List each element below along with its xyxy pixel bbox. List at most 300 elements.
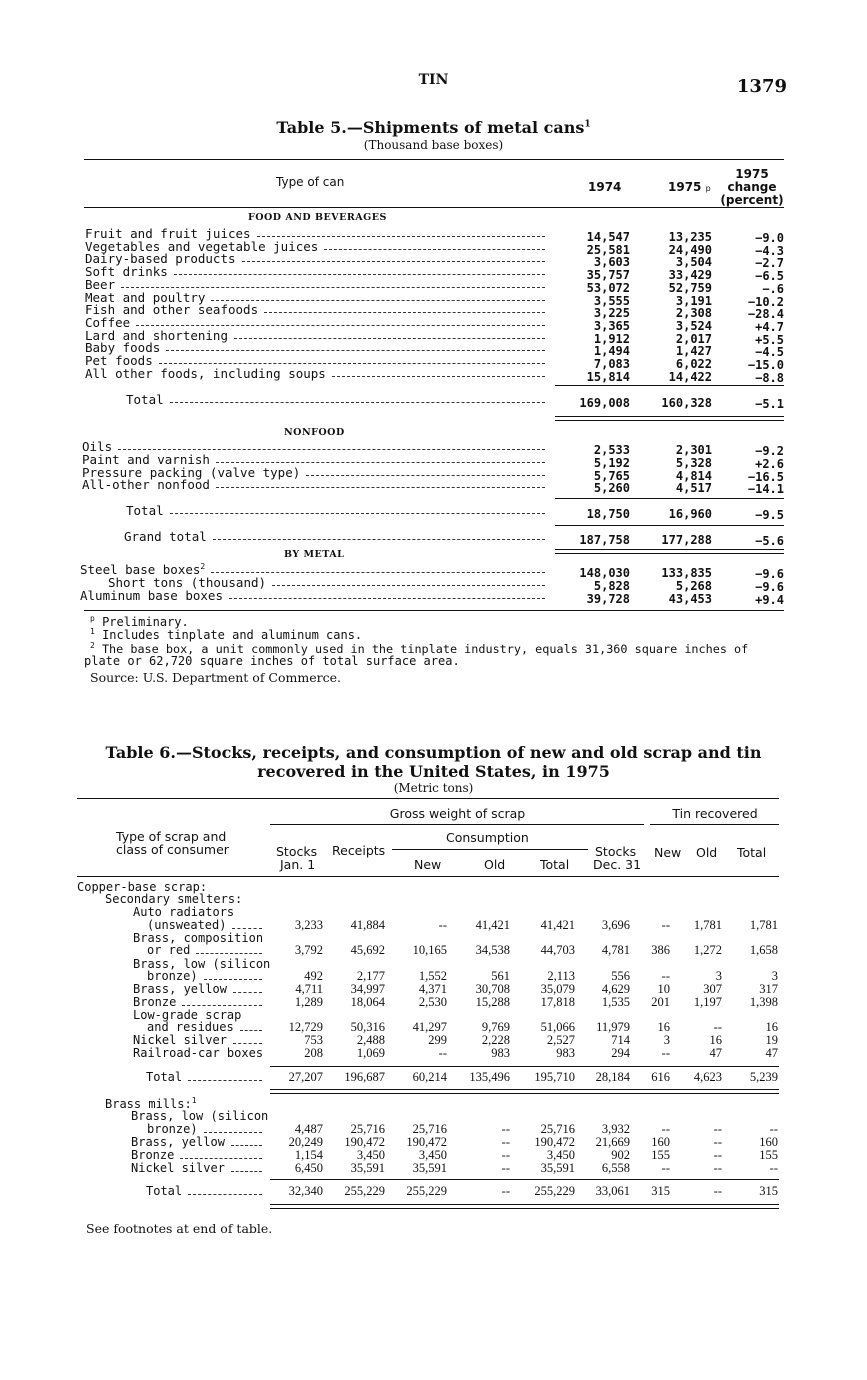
header-gross-weight: Gross weight of scrap bbox=[389, 806, 526, 821]
cell-2: 60,214 bbox=[412, 1070, 447, 1084]
cell-6: 3 bbox=[663, 1033, 670, 1047]
row-label: bronze) bbox=[147, 969, 198, 983]
cell-8: 1,398 bbox=[749, 995, 778, 1009]
row-label: Paint and varnish bbox=[82, 451, 210, 467]
cell-1: 50,316 bbox=[350, 1020, 385, 1034]
value-1975: 3,191 bbox=[675, 293, 712, 308]
cell-2: 299 bbox=[428, 1033, 447, 1047]
row-label-line1: Brass, low (silicon bbox=[133, 957, 271, 971]
cell-5: 6,558 bbox=[601, 1161, 630, 1175]
cell-8: 160 bbox=[759, 1135, 778, 1149]
cell-7: 16 bbox=[709, 1033, 722, 1047]
row-label: Brass, yellow bbox=[133, 982, 227, 996]
table6-footer-note: See footnotes at end of table. bbox=[86, 1221, 273, 1236]
nonfood-subtotal-rule bbox=[555, 498, 784, 499]
value-1974: 2,533 bbox=[593, 443, 630, 457]
cell-8: 1,781 bbox=[749, 918, 778, 932]
leader-dots bbox=[204, 1132, 262, 1133]
row-label: Bronze bbox=[131, 1148, 175, 1162]
value-1975: 13,235 bbox=[668, 230, 712, 244]
running-head: TIN bbox=[418, 72, 449, 88]
row-label: Nickel silver bbox=[133, 1033, 227, 1047]
row-label: bronze) bbox=[147, 1122, 198, 1136]
value-1974: 1,494 bbox=[593, 344, 630, 359]
cell-8: 1,658 bbox=[749, 943, 778, 957]
value-change: −15.0 bbox=[747, 358, 784, 372]
value-1974: 5,765 bbox=[593, 468, 630, 483]
cell-1: 18,064 bbox=[350, 995, 385, 1009]
cell-6: 386 bbox=[651, 943, 670, 957]
section-by-metal: BY METAL bbox=[284, 549, 345, 560]
header-old: Old bbox=[484, 857, 506, 872]
value-1974: 7,083 bbox=[593, 357, 630, 371]
food-subtotal-rule bbox=[555, 385, 784, 386]
table6-title-line1: Table 6.—Stocks, receipts, and consumption of new and old scrap and tin bbox=[105, 743, 762, 762]
cell-4: 3,450 bbox=[546, 1148, 575, 1162]
cell-7: 307 bbox=[703, 982, 722, 996]
cell-3: 561 bbox=[491, 969, 510, 983]
value-1974: 18,750 bbox=[586, 507, 630, 521]
row-label: All other foods, including soups bbox=[85, 365, 326, 381]
value-1974: 5,260 bbox=[593, 481, 630, 496]
leader-dots bbox=[306, 475, 545, 476]
cell-6: -- bbox=[661, 969, 670, 983]
value-change: +9.4 bbox=[755, 593, 784, 607]
value-1975: 3,504 bbox=[675, 255, 712, 270]
section-nonfood: NONFOOD bbox=[284, 427, 345, 438]
header-tin-old: Old bbox=[696, 845, 718, 860]
row-label-line1: Low-grade scrap bbox=[133, 1008, 242, 1022]
group-copper-base: Copper-base scrap: bbox=[77, 880, 208, 894]
leader-dots bbox=[211, 300, 545, 301]
row-label: Grand total bbox=[124, 529, 207, 544]
leader-dots bbox=[216, 462, 545, 463]
table5-header-1975: 1975 p bbox=[668, 180, 711, 194]
cell-8: 317 bbox=[759, 982, 778, 996]
header-stocks-jan-date: Jan. 1 bbox=[280, 857, 316, 872]
cell-3: -- bbox=[501, 1161, 510, 1175]
cell-7: 3 bbox=[715, 969, 722, 983]
value-change: −8.8 bbox=[755, 370, 784, 385]
leader-dots bbox=[232, 928, 262, 929]
value-1975: 1,427 bbox=[675, 344, 712, 359]
value-1975: 160,328 bbox=[661, 396, 712, 410]
cell-0: 20,249 bbox=[288, 1135, 323, 1149]
value-1975: 4,517 bbox=[675, 481, 712, 496]
cell-3: -- bbox=[501, 1122, 510, 1136]
cell-5: 33,061 bbox=[595, 1184, 630, 1198]
cell-6: 160 bbox=[651, 1135, 670, 1149]
cell-5: 1,535 bbox=[601, 995, 630, 1009]
leader-dots bbox=[118, 449, 545, 450]
table6-header-rule bbox=[77, 876, 779, 877]
cell-6: -- bbox=[661, 918, 670, 932]
cell-4: 17,818 bbox=[540, 995, 575, 1009]
smelters-total-rule bbox=[270, 1089, 779, 1094]
leader-dots bbox=[166, 350, 545, 351]
header-type-line2: class of consumer bbox=[116, 842, 229, 857]
cell-2: 190,472 bbox=[406, 1135, 447, 1149]
cell-3: -- bbox=[501, 1135, 510, 1149]
cell-6: 616 bbox=[651, 1070, 670, 1084]
cell-8: 16 bbox=[765, 1020, 778, 1034]
nonfood-total-rule bbox=[555, 525, 784, 526]
value-change: +5.5 bbox=[755, 332, 784, 347]
value-1974: 25,581 bbox=[586, 242, 630, 257]
cell-5: 714 bbox=[611, 1033, 630, 1047]
cell-3: 9,769 bbox=[481, 1020, 510, 1034]
cell-3: -- bbox=[501, 1184, 510, 1198]
cell-8: -- bbox=[769, 1122, 778, 1136]
value-1974: 14,547 bbox=[586, 230, 630, 244]
cell-1: 196,687 bbox=[344, 1070, 385, 1084]
table5-bottom-rule bbox=[84, 610, 784, 611]
cell-6: -- bbox=[661, 1122, 670, 1136]
cell-2: 10,165 bbox=[412, 943, 447, 957]
cell-2: 255,229 bbox=[406, 1184, 447, 1198]
table5-header-1974: 1974 bbox=[588, 180, 622, 194]
mills-subtotal-rule bbox=[270, 1179, 779, 1180]
footnote-2-cont: plate or 62,720 square inches of total surface area. bbox=[84, 654, 460, 668]
cell-7: -- bbox=[713, 1135, 722, 1149]
cell-4: 35,079 bbox=[540, 982, 575, 996]
header-stocks-dec: Stocks bbox=[595, 844, 637, 859]
cell-0: 4,487 bbox=[294, 1122, 323, 1136]
cell-3: 41,421 bbox=[475, 918, 510, 932]
cell-0: 12,729 bbox=[288, 1020, 323, 1034]
value-1974: 3,225 bbox=[593, 306, 630, 321]
cell-2: 2,530 bbox=[418, 995, 447, 1009]
cell-7: 47 bbox=[709, 1046, 722, 1060]
table5-header-type: Type of can bbox=[276, 175, 345, 189]
cell-1: 255,229 bbox=[344, 1184, 385, 1198]
value-change: −9.6 bbox=[755, 580, 784, 594]
footnote-1: $^1$ Includes tinplate and aluminum cans. bbox=[90, 627, 363, 642]
value-1975: 2,301 bbox=[675, 443, 712, 457]
leader-dots bbox=[204, 979, 262, 980]
value-1975: 133,835 bbox=[661, 566, 712, 580]
cell-5: 21,669 bbox=[595, 1135, 630, 1149]
value-1975: 43,453 bbox=[668, 592, 712, 606]
value-1975: 6,022 bbox=[675, 357, 712, 371]
cell-0: 4,711 bbox=[295, 982, 323, 996]
cell-4: 25,716 bbox=[540, 1122, 575, 1136]
row-label: and residues bbox=[147, 1020, 234, 1034]
cell-2: -- bbox=[438, 918, 447, 932]
value-change: −28.4 bbox=[747, 307, 784, 322]
row-label-line1: Brass, composition bbox=[133, 931, 264, 945]
row-label: Baby foods bbox=[85, 340, 161, 356]
value-change: −6.5 bbox=[755, 269, 784, 284]
value-change: −4.3 bbox=[755, 243, 784, 258]
leader-dots bbox=[188, 1080, 262, 1081]
cell-1: 190,472 bbox=[344, 1135, 385, 1149]
row-label: or red bbox=[147, 943, 191, 957]
value-change: −2.7 bbox=[755, 256, 784, 271]
leader-dots bbox=[272, 585, 545, 586]
cell-3: 2,228 bbox=[481, 1033, 510, 1047]
value-1975: 2,017 bbox=[675, 331, 712, 346]
value-1974: 53,072 bbox=[586, 280, 630, 295]
value-1974: 39,728 bbox=[586, 592, 630, 606]
value-1974: 148,030 bbox=[579, 566, 630, 580]
value-1975: 4,814 bbox=[675, 468, 712, 483]
cell-7: -- bbox=[713, 1161, 722, 1175]
value-1974: 35,757 bbox=[586, 268, 630, 283]
cell-2: 41,297 bbox=[412, 1020, 447, 1034]
leader-dots bbox=[231, 1145, 262, 1146]
row-label: Pet foods bbox=[85, 353, 153, 368]
cell-4: 195,710 bbox=[534, 1070, 575, 1084]
leader-dots bbox=[332, 376, 545, 377]
value-1975: 2,308 bbox=[675, 306, 712, 321]
cell-5: 4,781 bbox=[601, 943, 630, 957]
cell-5: 556 bbox=[611, 969, 630, 983]
tin-rule bbox=[650, 824, 779, 825]
table5-source: Source: U.S. Department of Commerce. bbox=[90, 670, 341, 685]
row-label: Nickel silver bbox=[131, 1161, 225, 1175]
value-change: −9.2 bbox=[755, 444, 784, 458]
header-new: New bbox=[414, 857, 442, 872]
leader-dots bbox=[264, 312, 545, 313]
cell-7: 4,623 bbox=[693, 1070, 722, 1084]
cell-2: 3,450 bbox=[418, 1148, 447, 1162]
cell-8: 19 bbox=[765, 1033, 778, 1047]
cell-3: 30,708 bbox=[475, 982, 510, 996]
value-change: −5.1 bbox=[755, 397, 784, 411]
table6-top-rule bbox=[77, 798, 779, 799]
value-change: −10.2 bbox=[747, 294, 784, 309]
header-type-line1: Type of scrap and bbox=[116, 829, 227, 844]
cell-3: 135,496 bbox=[469, 1070, 510, 1084]
consumption-rule bbox=[392, 849, 588, 850]
value-1974: 3,555 bbox=[593, 293, 630, 308]
table5-title: Table 5.—Shipments of metal cans$^1$ bbox=[276, 118, 591, 137]
cell-6: -- bbox=[661, 1161, 670, 1175]
row-label: Coffee bbox=[85, 314, 131, 330]
row-label: (unsweated) bbox=[147, 918, 227, 932]
cell-7: -- bbox=[713, 1122, 722, 1136]
cell-0: 32,340 bbox=[288, 1184, 323, 1198]
cell-1: 25,716 bbox=[350, 1122, 385, 1136]
leader-dots bbox=[136, 325, 545, 326]
gross-rule bbox=[270, 824, 644, 825]
cell-1: 1,069 bbox=[356, 1046, 385, 1060]
value-change: +4.7 bbox=[755, 319, 784, 334]
cell-0: 1,154 bbox=[294, 1148, 323, 1162]
cell-6: 16 bbox=[657, 1020, 670, 1034]
header-stocks-dec-date: Dec. 31 bbox=[593, 857, 642, 872]
header-tin-new: New bbox=[654, 845, 682, 860]
value-1974: 3,365 bbox=[593, 318, 630, 333]
row-label: Lard and shortening bbox=[85, 327, 228, 343]
cell-4: 255,229 bbox=[534, 1184, 575, 1198]
cell-8: 155 bbox=[759, 1148, 778, 1162]
cell-7: -- bbox=[713, 1020, 722, 1034]
cell-8: 3 bbox=[771, 969, 778, 983]
table5-subtitle: (Thousand base boxes) bbox=[363, 138, 504, 152]
header-consumption: Consumption bbox=[446, 830, 529, 845]
cell-8: 5,239 bbox=[749, 1070, 778, 1084]
cell-5: 3,696 bbox=[601, 918, 630, 932]
mills-total-rule bbox=[270, 1204, 779, 1209]
cell-5: 3,932 bbox=[601, 1122, 630, 1136]
cell-6: 315 bbox=[651, 1184, 670, 1198]
value-1975: 14,422 bbox=[668, 369, 712, 384]
leader-dots bbox=[216, 487, 545, 488]
leader-dots bbox=[257, 236, 545, 237]
value-1975: 33,429 bbox=[668, 268, 712, 283]
cell-4: 35,591 bbox=[540, 1161, 575, 1175]
cell-1: 2,488 bbox=[356, 1033, 385, 1047]
cell-5: 4,629 bbox=[601, 982, 630, 996]
cell-1: 34,997 bbox=[350, 982, 385, 996]
row-label: Steel base boxes$^2$ bbox=[80, 562, 206, 578]
cell-3: 34,538 bbox=[475, 943, 510, 957]
leader-dots bbox=[188, 1194, 262, 1195]
row-label: Vegetables and vegetable juices bbox=[85, 238, 319, 254]
cell-1: 2,177 bbox=[356, 969, 385, 983]
cell-7: 1,781 bbox=[693, 918, 722, 932]
leader-dots bbox=[182, 1005, 262, 1006]
value-1975: 3,524 bbox=[675, 318, 712, 333]
row-label: Total bbox=[126, 503, 164, 518]
row-label: Total bbox=[146, 1184, 183, 1198]
value-1974: 1,912 bbox=[593, 331, 630, 346]
row-label-line1: Brass, low (silicon bbox=[131, 1109, 269, 1123]
cell-7: -- bbox=[713, 1184, 722, 1198]
leader-dots bbox=[170, 513, 545, 514]
cell-4: 41,421 bbox=[540, 918, 575, 932]
cell-8: 47 bbox=[765, 1046, 778, 1060]
value-1974: 15,814 bbox=[586, 369, 630, 384]
row-label: All-other nonfood bbox=[82, 477, 210, 493]
cell-2: 35,591 bbox=[412, 1161, 447, 1175]
leader-dots bbox=[240, 1030, 262, 1031]
leader-dots bbox=[229, 598, 545, 599]
cell-1: 45,692 bbox=[350, 943, 385, 957]
cell-0: 3,233 bbox=[294, 918, 323, 932]
cell-7: 1,272 bbox=[693, 943, 722, 957]
leader-dots bbox=[213, 539, 545, 540]
header-receipts: Receipts bbox=[332, 843, 386, 858]
cell-3: 983 bbox=[491, 1046, 510, 1060]
value-1975: 16,960 bbox=[668, 507, 712, 521]
cell-0: 492 bbox=[304, 969, 323, 983]
leader-dots bbox=[234, 338, 545, 339]
leader-dots bbox=[324, 249, 545, 250]
row-label: Beer bbox=[85, 276, 116, 292]
cell-0: 3,792 bbox=[294, 943, 323, 957]
cell-2: 1,552 bbox=[418, 969, 447, 983]
food-total-rule bbox=[555, 416, 784, 421]
cell-5: 11,979 bbox=[596, 1020, 630, 1034]
row-label: Oils bbox=[82, 439, 113, 454]
header-stocks-jan: Stocks bbox=[276, 844, 318, 859]
leader-dots bbox=[233, 1043, 262, 1044]
row-label: Fish and other seafoods bbox=[85, 302, 259, 318]
cell-6: -- bbox=[661, 1046, 670, 1060]
value-1975: 5,268 bbox=[675, 579, 712, 593]
cell-4: 983 bbox=[556, 1046, 575, 1060]
footnote-ref: 2 bbox=[200, 562, 206, 571]
row-label: Aluminum base boxes bbox=[80, 588, 223, 603]
cell-5: 294 bbox=[611, 1046, 630, 1060]
row-label: Railroad-car boxes bbox=[133, 1046, 264, 1060]
value-1974: 3,603 bbox=[593, 255, 630, 270]
cell-8: 315 bbox=[759, 1184, 778, 1198]
cell-0: 208 bbox=[304, 1046, 323, 1060]
value-1974: 5,192 bbox=[593, 455, 630, 470]
leader-dots bbox=[211, 572, 545, 573]
leader-dots bbox=[242, 261, 545, 262]
value-change: +2.6 bbox=[755, 456, 784, 471]
value-change: −14.1 bbox=[747, 482, 784, 497]
row-label: Total bbox=[126, 392, 164, 407]
header-tin-recovered: Tin recovered bbox=[672, 806, 758, 821]
footnote-preliminary: $^p$ Preliminary. bbox=[90, 614, 189, 629]
value-1975: 5,328 bbox=[675, 455, 712, 470]
row-label: Dairy-based products bbox=[85, 251, 236, 267]
leader-dots bbox=[159, 363, 545, 364]
row-label: Meat and poultry bbox=[85, 289, 206, 305]
leader-dots bbox=[231, 1171, 262, 1172]
subgroup-secondary-smelters: Secondary smelters: bbox=[105, 892, 243, 906]
cell-6: 155 bbox=[651, 1148, 670, 1162]
header-tin-total: Total bbox=[737, 845, 767, 860]
leader-dots bbox=[196, 953, 262, 954]
cell-0: 753 bbox=[304, 1033, 323, 1047]
section-food: FOOD AND BEVERAGES bbox=[248, 212, 387, 223]
cell-6: 10 bbox=[657, 982, 670, 996]
subgroup-brass-mills: Brass mills:$^1$ bbox=[105, 1096, 197, 1111]
cell-1: 35,591 bbox=[350, 1161, 385, 1175]
cell-0: 6,450 bbox=[294, 1161, 323, 1175]
value-1975: 52,759 bbox=[668, 280, 712, 295]
cell-8: -- bbox=[769, 1161, 778, 1175]
page-number: 1379 bbox=[736, 76, 787, 97]
cell-4: 44,703 bbox=[540, 943, 575, 957]
row-label: Total bbox=[146, 1070, 183, 1084]
cell-7: -- bbox=[713, 1148, 722, 1162]
table6-title-line2: recovered in the United States, in 1975 bbox=[257, 762, 610, 781]
leader-dots bbox=[170, 402, 545, 403]
cell-6: 201 bbox=[651, 995, 670, 1009]
value-change: −16.5 bbox=[747, 469, 784, 484]
value-change: −9.0 bbox=[755, 231, 784, 245]
footnote-2: $^2$ The base box, a unit commonly used in the tinplate industry, equals 31,360 square inches of bbox=[90, 641, 749, 656]
leader-dots bbox=[174, 274, 545, 275]
row-label: Soft drinks bbox=[85, 264, 168, 280]
value-change: −.6 bbox=[762, 281, 784, 296]
cell-3: 15,288 bbox=[475, 995, 510, 1009]
cell-7: 1,197 bbox=[693, 995, 722, 1009]
cell-4: 2,113 bbox=[547, 969, 575, 983]
cell-0: 1,289 bbox=[294, 995, 323, 1009]
row-label: Fruit and fruit juices bbox=[85, 226, 251, 241]
cell-5: 902 bbox=[611, 1148, 630, 1162]
value-1974: 5,828 bbox=[593, 579, 630, 593]
cell-4: 2,527 bbox=[546, 1033, 575, 1047]
table6-subtitle: (Metric tons) bbox=[393, 781, 474, 795]
value-change: −9.6 bbox=[755, 567, 784, 581]
row-label: Pressure packing (valve type) bbox=[82, 464, 301, 480]
value-1974: 187,758 bbox=[579, 533, 630, 547]
cell-0: 27,207 bbox=[288, 1070, 323, 1084]
row-label-line1: Auto radiators bbox=[133, 905, 235, 919]
table5-header-change: 1975 change (percent) bbox=[720, 167, 784, 207]
leader-dots bbox=[180, 1158, 262, 1159]
